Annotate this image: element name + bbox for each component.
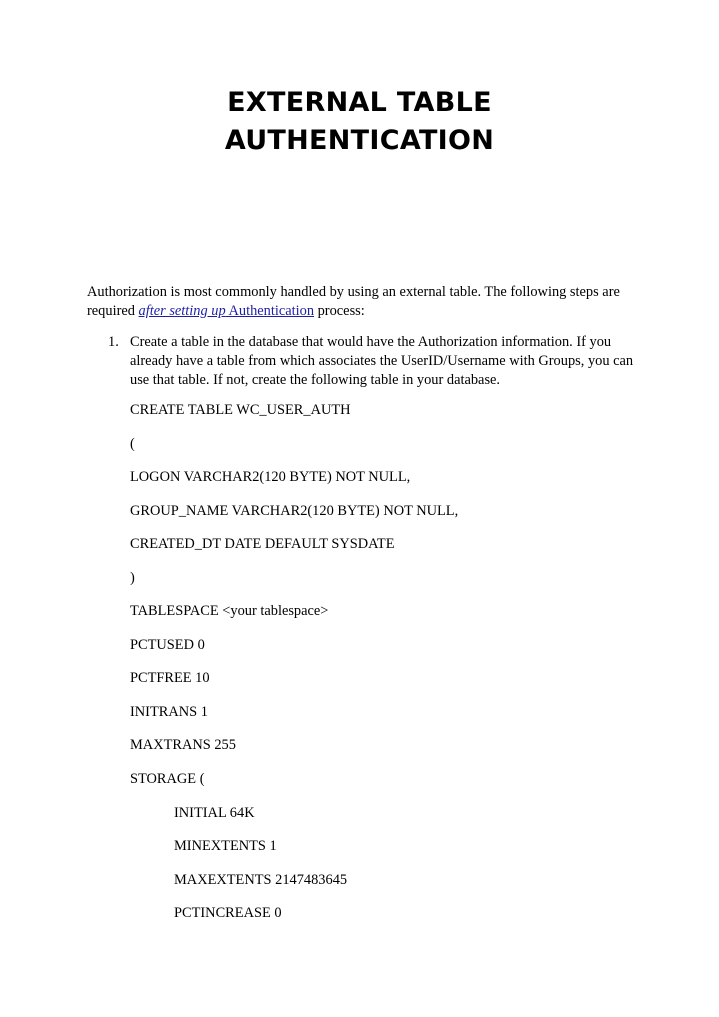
code-line: MINEXTENTS 1 xyxy=(174,838,277,854)
code-line: CREATED_DT DATE DEFAULT SYSDATE xyxy=(130,536,395,552)
page-title xyxy=(0,84,719,160)
code-line: MAXTRANS 255 xyxy=(130,737,236,753)
code-line: MAXEXTENTS 2147483645 xyxy=(174,872,348,888)
code-line: PCTINCREASE 0 xyxy=(174,905,282,921)
code-line: ( xyxy=(130,436,135,452)
authentication-link-italic: after setting up xyxy=(138,303,226,319)
code-line: PCTFREE 10 xyxy=(130,670,210,686)
code-line: TABLESPACE <your tablespace> xyxy=(130,603,329,619)
authentication-link-plain: Authentication xyxy=(225,303,315,319)
code-line: STORAGE ( xyxy=(130,771,205,787)
step-number: 1. xyxy=(108,334,119,350)
code-line: PCTUSED 0 xyxy=(130,637,205,653)
code-line: LOGON VARCHAR2(120 BYTE) NOT NULL, xyxy=(130,469,411,485)
title-line-1: EXTERNAL TABLE xyxy=(227,87,492,118)
intro-paragraph xyxy=(87,283,647,321)
intro-text-before: Authorization is most commonly handled by using an external table. The following steps are required xyxy=(87,284,620,319)
code-line: GROUP_NAME VARCHAR2(120 BYTE) NOT NULL, xyxy=(130,503,459,519)
intro-text-after: process: xyxy=(314,303,365,319)
title-line-2: AUTHENTICATION xyxy=(224,125,495,156)
authentication-link[interactable] xyxy=(139,303,314,319)
code-line: INITRANS 1 xyxy=(130,704,208,720)
code-line: ) xyxy=(130,570,135,586)
code-line: CREATE TABLE WC_USER_AUTH xyxy=(130,402,351,418)
code-line: INITIAL 64K xyxy=(174,805,255,821)
step-text: Create a table in the database that would have the Authorization information. If you already have a table from which associates the UserID/Username with Groups, you can use that table. If not, create the following table in your database. xyxy=(130,334,634,388)
